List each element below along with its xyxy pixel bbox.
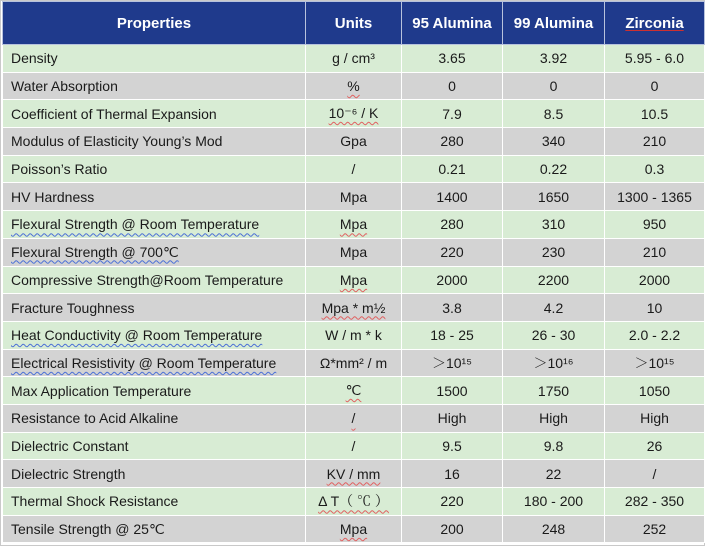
unit-cell: Mpa — [306, 211, 402, 239]
table-row — [3, 321, 705, 349]
value-95-alumina-cell: 18 - 25 — [402, 321, 503, 349]
value-99-alumina-cell: 22 — [503, 460, 605, 488]
header-zirconia: Zirconia — [605, 2, 705, 45]
property-cell: Flexural Strength @ Room Temperature — [3, 211, 306, 239]
value-99-alumina-cell: 1750 — [503, 377, 605, 405]
value-99-alumina-cell: 8.5 — [503, 100, 605, 128]
value-95-alumina-cell: 1500 — [402, 377, 503, 405]
value-99-alumina-cell: 3.92 — [503, 45, 605, 73]
value-99-alumina-cell: 0.22 — [503, 155, 605, 183]
unit-cell: Ω*mm² / m — [306, 349, 402, 377]
header-units: Units — [306, 2, 402, 45]
unit-cell: ℃ — [306, 377, 402, 405]
unit-cell: 10⁻⁶ / K — [306, 100, 402, 128]
unit-cell: / — [306, 404, 402, 432]
table-row — [3, 128, 705, 156]
value-zirconia-cell: High — [605, 404, 705, 432]
value-99-alumina-cell: 230 — [503, 238, 605, 266]
unit-cell: Mpa — [306, 238, 402, 266]
property-cell: Heat Conductivity @ Room Temperature — [3, 321, 306, 349]
property-cell: Max Application Temperature — [3, 377, 306, 405]
value-95-alumina-cell: 7.9 — [402, 100, 503, 128]
unit-cell: g / cm³ — [306, 45, 402, 73]
value-99-alumina-cell: 26 - 30 — [503, 321, 605, 349]
value-95-alumina-cell: 3.65 — [402, 45, 503, 73]
table-row — [3, 266, 705, 294]
unit-cell: / — [306, 432, 402, 460]
value-99-alumina-cell: 340 — [503, 128, 605, 156]
value-zirconia-cell: 26 — [605, 432, 705, 460]
property-cell: Fracture Toughness — [3, 294, 306, 322]
value-95-alumina-cell: 1400 — [402, 183, 503, 211]
property-cell: Dielectric Constant — [3, 432, 306, 460]
value-95-alumina-cell: ＞10¹⁵ — [402, 349, 503, 377]
value-99-alumina-cell: High — [503, 404, 605, 432]
value-99-alumina-cell: ＞10¹⁶ — [503, 349, 605, 377]
value-99-alumina-cell: 2200 — [503, 266, 605, 294]
header-row — [3, 2, 705, 45]
unit-cell: / — [306, 155, 402, 183]
value-zirconia-cell: / — [605, 460, 705, 488]
value-95-alumina-cell: 200 — [402, 515, 503, 543]
value-99-alumina-cell: 180 - 200 — [503, 488, 605, 516]
property-cell: Dielectric Strength — [3, 460, 306, 488]
value-zirconia-cell: 10.5 — [605, 100, 705, 128]
property-cell: Modulus of Elasticity Young’s Mod — [3, 128, 306, 156]
property-cell: Water Absorption — [3, 72, 306, 100]
table-row — [3, 100, 705, 128]
value-zirconia-cell: 0.3 — [605, 155, 705, 183]
unit-cell: Mpa — [306, 183, 402, 211]
property-cell: Poisson’s Ratio — [3, 155, 306, 183]
value-zirconia-cell: 2000 — [605, 266, 705, 294]
table-row — [3, 72, 705, 100]
table-row — [3, 488, 705, 516]
unit-cell: Mpa * m½ — [306, 294, 402, 322]
table-row — [3, 155, 705, 183]
value-zirconia-cell: 210 — [605, 238, 705, 266]
table-row — [3, 460, 705, 488]
value-95-alumina-cell: 280 — [402, 128, 503, 156]
value-zirconia-cell: 282 - 350 — [605, 488, 705, 516]
table-row — [3, 515, 705, 543]
value-95-alumina-cell: 0.21 — [402, 155, 503, 183]
value-99-alumina-cell: 0 — [503, 72, 605, 100]
unit-cell: KV / mm — [306, 460, 402, 488]
unit-cell: Mpa — [306, 266, 402, 294]
property-cell: Resistance to Acid Alkaline — [3, 404, 306, 432]
unit-cell: Δ T（ ℃ ） — [306, 488, 402, 516]
value-zirconia-cell: 252 — [605, 515, 705, 543]
material-properties-table — [2, 1, 705, 543]
value-99-alumina-cell: 9.8 — [503, 432, 605, 460]
property-cell: HV Hardness — [3, 183, 306, 211]
value-95-alumina-cell: 220 — [402, 488, 503, 516]
unit-cell: % — [306, 72, 402, 100]
value-zirconia-cell: 950 — [605, 211, 705, 239]
table-row — [3, 432, 705, 460]
value-95-alumina-cell: 16 — [402, 460, 503, 488]
table-row — [3, 404, 705, 432]
property-cell: Compressive Strength@Room Temperature — [3, 266, 306, 294]
value-zirconia-cell: 1300 - 1365 — [605, 183, 705, 211]
value-99-alumina-cell: 310 — [503, 211, 605, 239]
header-properties: Properties — [3, 2, 306, 45]
value-95-alumina-cell: 2000 — [402, 266, 503, 294]
value-95-alumina-cell: 9.5 — [402, 432, 503, 460]
value-zirconia-cell: ＞10¹⁵ — [605, 349, 705, 377]
header-95-alumina: 95 Alumina — [402, 2, 503, 45]
table-row — [3, 349, 705, 377]
value-95-alumina-cell: High — [402, 404, 503, 432]
value-zirconia-cell: 210 — [605, 128, 705, 156]
property-cell: Thermal Shock Resistance — [3, 488, 306, 516]
value-zirconia-cell: 0 — [605, 72, 705, 100]
value-zirconia-cell: 1050 — [605, 377, 705, 405]
property-cell: Coefficient of Thermal Expansion — [3, 100, 306, 128]
value-95-alumina-cell: 280 — [402, 211, 503, 239]
value-zirconia-cell: 5.95 - 6.0 — [605, 45, 705, 73]
unit-cell: W / m * k — [306, 321, 402, 349]
value-95-alumina-cell: 0 — [402, 72, 503, 100]
value-95-alumina-cell: 3.8 — [402, 294, 503, 322]
table-row — [3, 211, 705, 239]
table-row — [3, 238, 705, 266]
value-99-alumina-cell: 248 — [503, 515, 605, 543]
property-cell: Electrical Resistivity @ Room Temperature — [3, 349, 306, 377]
value-99-alumina-cell: 4.2 — [503, 294, 605, 322]
table-row — [3, 377, 705, 405]
value-zirconia-cell: 2.0 - 2.2 — [605, 321, 705, 349]
property-cell: Density — [3, 45, 306, 73]
property-cell: Flexural Strength @ 700℃ — [3, 238, 306, 266]
table-row — [3, 294, 705, 322]
header-99-alumina: 99 Alumina — [503, 2, 605, 45]
value-95-alumina-cell: 220 — [402, 238, 503, 266]
property-cell: Tensile Strength @ 25℃ — [3, 515, 306, 543]
table-row — [3, 45, 705, 73]
value-99-alumina-cell: 1650 — [503, 183, 605, 211]
unit-cell: Gpa — [306, 128, 402, 156]
value-zirconia-cell: 10 — [605, 294, 705, 322]
unit-cell: Mpa — [306, 515, 402, 543]
table-row — [3, 183, 705, 211]
